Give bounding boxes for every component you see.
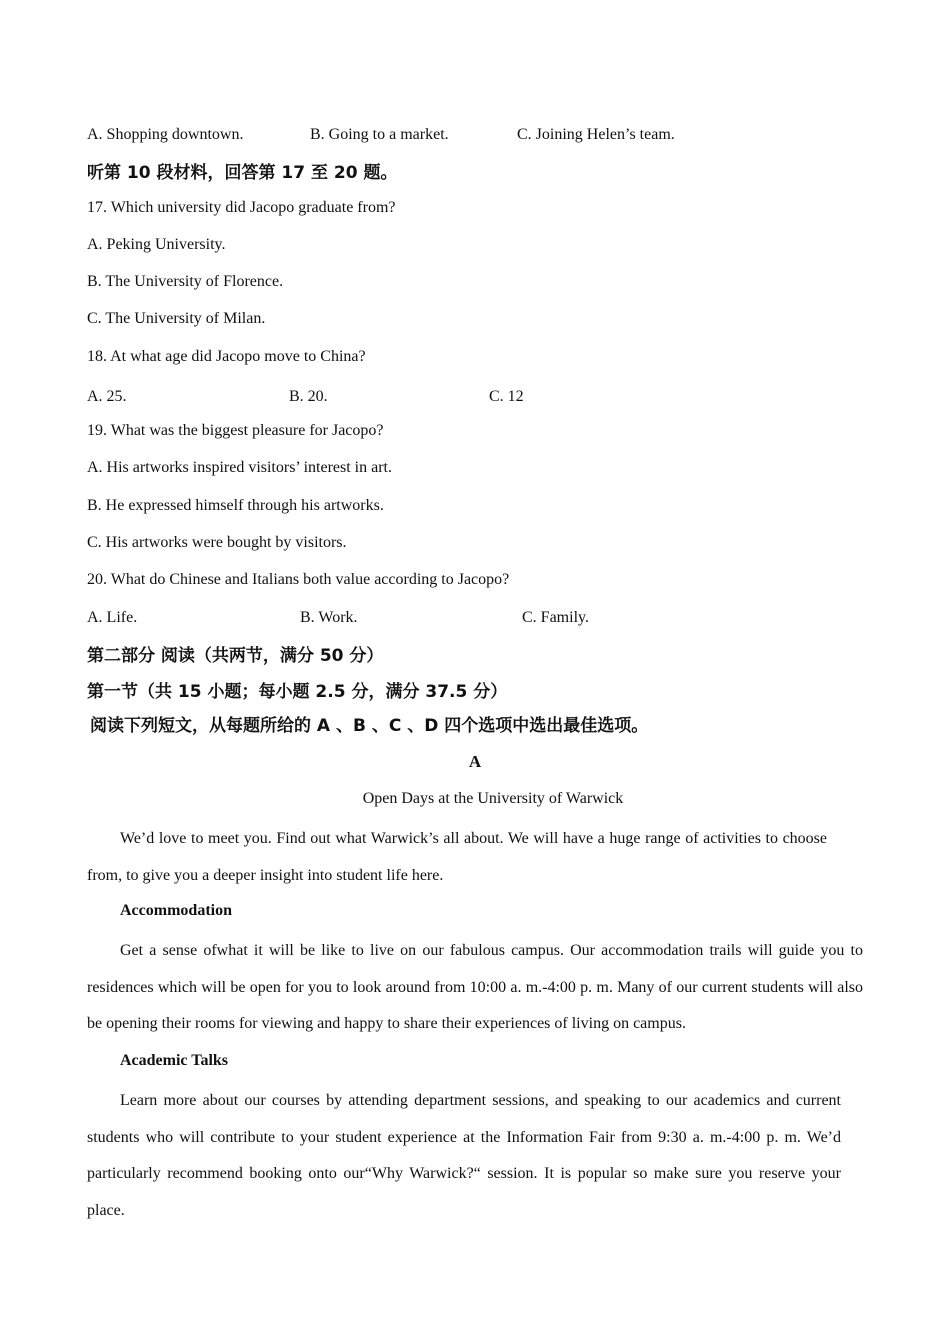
passage-title: Open Days at the University of Warwick [362, 790, 624, 807]
section1-header: 第一节（共 15 小题；每小题 2.5 分，满分 37.5 分） [87, 682, 508, 702]
q16-option-b: B. Going to a market. [310, 126, 449, 143]
q20-option-a: A. Life. [87, 609, 138, 626]
q20-option-b: B. Work. [300, 609, 358, 626]
part2-header: 第二部分 阅读（共两节，满分 50 分） [87, 646, 384, 666]
q19-option-a: A. His artworks inspired visitors’ interest in art. [87, 459, 392, 476]
accommodation-heading: Accommodation [120, 902, 232, 919]
q18-option-a: A. 25. [87, 388, 127, 405]
academic-text: Learn more about our courses by attending department sessions, and speaking to our academics and current students who will contribute to your student experience at the Information Fair from 9:30 a. m.-4:00 p. m. We’d particularly recommend booking onto our“Why Warwick?“ session. It is popular so make sure you reserve your place. [87, 1092, 841, 1219]
q17-option-c: C. The University of Milan. [87, 310, 266, 327]
q18-option-b: B. 20. [289, 388, 328, 405]
q20-option-c: C. Family. [522, 609, 589, 626]
section10-header: 听第 10 段材料，回答第 17 至 20 题。 [87, 163, 398, 183]
accommodation-text: Get a sense ofwhat it will be like to live on our fabulous campus. Our accommodation trails will guide you to residences which will be open for you to look around from 10:00 a. m.-4:00 p. m. Many of our current students will also be opening their rooms for viewing and happy to share their experiences of living on campus. [87, 942, 863, 1032]
q20-question: 20. What do Chinese and Italians both value according to Jacopo? [87, 571, 510, 588]
q19-option-b: B. He expressed himself through his artworks. [87, 497, 384, 514]
academic-heading: Academic Talks [120, 1052, 229, 1069]
q18-question: 18. At what age did Jacopo move to China? [87, 348, 366, 365]
q19-question: 19. What was the biggest pleasure for Jacopo? [87, 422, 384, 439]
q16-option-a: A. Shopping downtown. [87, 126, 244, 143]
reading-instruction: 阅读下列短文，从每题所给的 A 、B 、C 、D 四个选项中选出最佳选项。 [90, 716, 649, 736]
q17-option-b: B. The University of Florence. [87, 273, 284, 290]
q17-option-a: A. Peking University. [87, 236, 226, 253]
q19-option-c: C. His artworks were bought by visitors. [87, 534, 347, 551]
q17-question: 17. Which university did Jacopo graduate from? [87, 199, 396, 216]
passage-letter: A [468, 752, 482, 771]
q18-option-c: C. 12 [489, 388, 524, 405]
passage-intro: We’d love to meet you. Find out what Warwick’s all about. We will have a huge range of activities to choose from, to give you a deeper insight into student life here. [87, 830, 827, 884]
q16-option-c: C. Joining Helen’s team. [517, 126, 675, 143]
